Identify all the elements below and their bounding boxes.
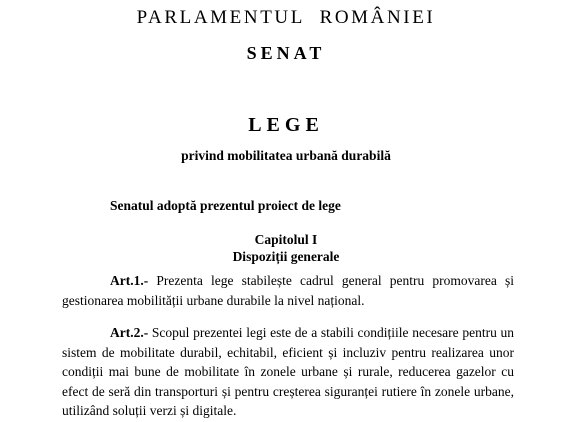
law-title: LEGE xyxy=(248,114,324,136)
chapter-number: Capitolul I xyxy=(254,232,318,247)
parliament-heading: PARLAMENTUL ROMÂNIEI xyxy=(136,7,436,28)
article-2 xyxy=(62,323,514,421)
article-1 xyxy=(62,271,514,310)
chamber-heading: SENAT xyxy=(246,43,326,63)
adoption-statement: Senatul adoptă prezentul proiect de lege xyxy=(110,198,341,213)
article-2-text: Scopul prezentei legi este de a stabili condițiile necesare pentru un sistem de mobilitate durabil, echitabil, eficient și incluziv pentru realizarea unor condiții mai bune de mobilitate în zonele urbane și rurale, reducerea gazelor cu efect de seră din transporturi și pentru creșterea siguranței rutiere în zonele urbane, utilizând soluții verzi și digitale. xyxy=(62,325,514,418)
article-1-text: Prezenta lege stabilește cadrul general pentru promovarea și gestionarea mobilității urbane durabile la nivel național. xyxy=(62,273,515,308)
law-subtitle: privind mobilitatea urbană durabilă xyxy=(181,148,391,163)
article-1-label: Art.1.- xyxy=(110,273,149,288)
article-2-label: Art.2.- xyxy=(110,325,149,340)
chapter-heading xyxy=(0,231,572,265)
chapter-name: Dispoziții generale xyxy=(232,249,340,264)
